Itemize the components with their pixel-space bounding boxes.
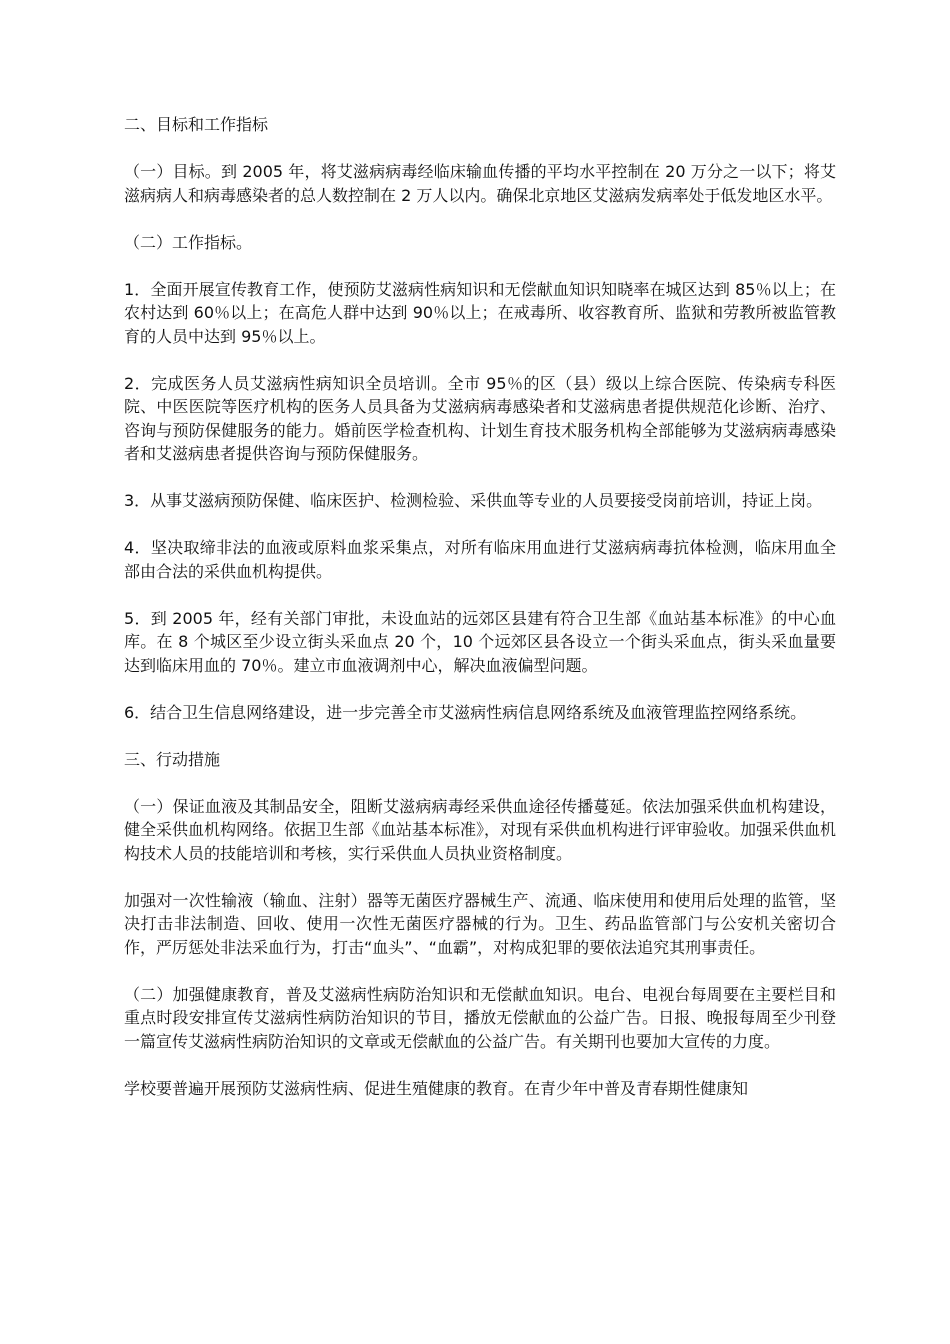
paragraph-indicator-2: 2．完成医务人员艾滋病性病知识全员培训。全市 95％的区（县）级以上综合医院、传染病专科医院、中医医院等医疗机构的医务人员具备为艾滋病病毒感染者和艾滋病患者提供规范化诊断、治疗、咨询与预防保健服务的能力。婚前医学检查机构、计划生育技术服务机构全部能够为艾滋病病毒感染者和艾滋病患者提供咨询与预防保健服务。 — [124, 373, 836, 463]
paragraph-goal: （一）目标。到 2005 年，将艾滋病病毒经临床输血传播的平均水平控制在 20 万分之一以下；将艾滋病病人和病毒感染者的总人数控制在 2 万人以内。确保北京地区艾滋病发病率处于低发地区水平。 — [124, 162, 836, 205]
paragraph-indicator-6: 6．结合卫生信息网络建设，进一步完善全市艾滋病性病信息网络系统及血液管理监控网络系统。 — [124, 702, 807, 722]
paragraph-indicator-5: 5．到 2005 年，经有关部门审批，未设血站的远郊区县建有符合卫生部《血站基本标准》的中心血库。在 8 个城区至少设立街头采血点 20 个，10 个远郊区县各设立一个街头采血点，街头采血量要达到临床用血的 70％。建立市血液调剂中心，解决血液偏型问题。 — [124, 608, 836, 675]
paragraph-action-health-education: （二）加强健康教育，普及艾滋病性病防治知识和无偿献血知识。电台、电视台每周要在主要栏目和重点时段安排宣传艾滋病性病防治知识的节目，播放无偿献血的公益广告。日报、晚报每周至少刊登一篇宣传艾滋病性病防治知识的文章或无偿献血的公益广告。有关期刊也要加大宣传的力度。 — [124, 984, 836, 1051]
paragraph-indicator-1: 1．全面开展宣传教育工作，使预防艾滋病性病知识和无偿献血知识知晓率在城区达到 85％以上；在农村达到 60％以上；在高危人群中达到 90％以上；在戒毒所、收容教育所、监狱和劳教所被监管教育的人员中达到 95％以上。 — [124, 279, 836, 346]
paragraph-action-blood-safety: （一）保证血液及其制品安全，阻断艾滋病病毒经采供血途径传播蔓延。依法加强采供血机构建设，健全采供血机构网络。依据卫生部《血站基本标准》，对现有采供血机构进行评审验收。加强采供血机构技术人员的技能培训和考核，实行采供血人员执业资格制度。 — [124, 796, 837, 863]
paragraph-indicator-4: 4．坚决取缔非法的血液或原料血浆采集点，对所有临床用血进行艾滋病病毒抗体检测，临床用血全部由合法的采供血机构提供。 — [124, 538, 836, 581]
subheading-work-indicators: （二）工作指标。 — [124, 232, 253, 252]
document-page — [124, 113, 836, 1124]
paragraph-indicator-3: 3．从事艾滋病预防保健、临床医护、检测检验、采供血等专业的人员要接受岗前培训，持证上岗。 — [124, 491, 823, 510]
section-heading-goals: 二、目标和工作指标 — [124, 115, 269, 134]
paragraph-action-school-education: 学校要普遍开展预防艾滋病性病、促进生殖健康的教育。在青少年中普及青春期性健康知 — [124, 1078, 749, 1098]
paragraph-action-medical-devices: 加强对一次性输液（输血、注射）器等无菌医疗器械生产、流通、临床使用和使用后处理的监管，坚决打击非法制造、回收、使用一次性无菌医疗器械的行为。卫生、药品监管部门与公安机关密切合作，严厉惩处非法采血行为，打击“血头”、“血霸”，对构成犯罪的要依法追究其刑事责任。 — [124, 890, 836, 957]
section-heading-actions: 三、行动措施 — [124, 749, 221, 769]
